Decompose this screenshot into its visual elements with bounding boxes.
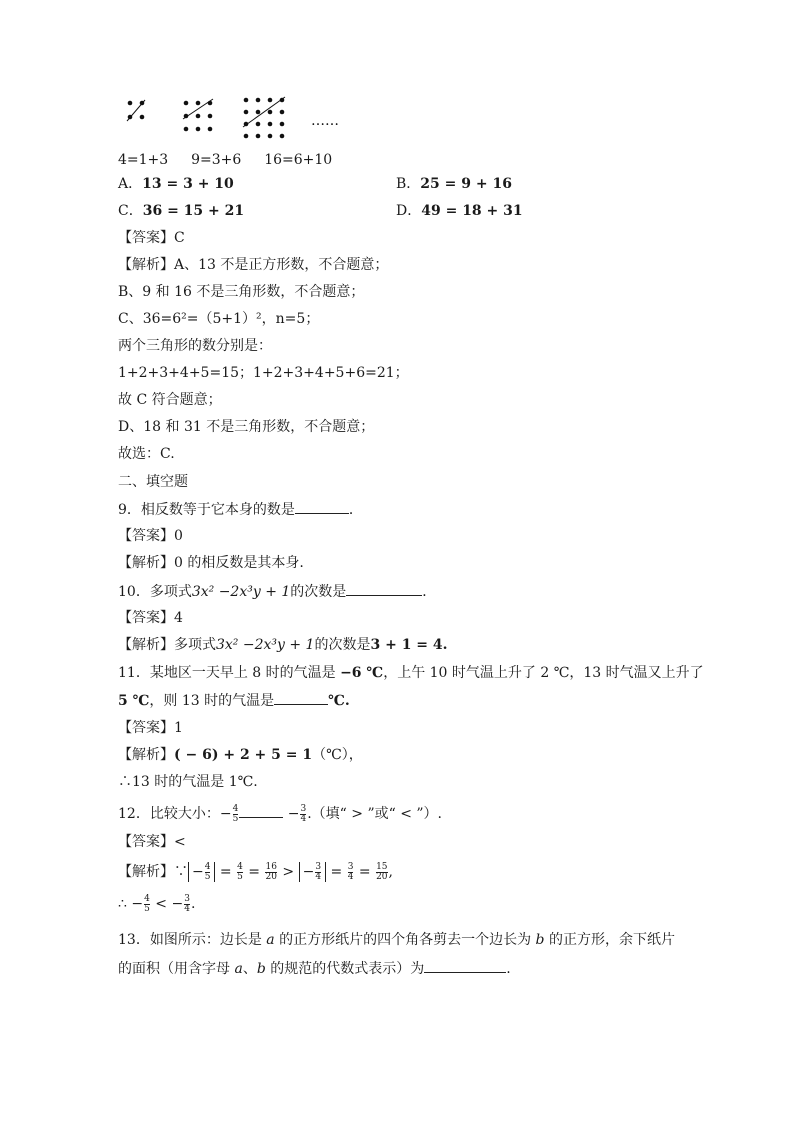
q11-answer-blank xyxy=(274,690,328,705)
q11-text: 11．某地区一天早上 8 时的气温是 xyxy=(118,665,341,681)
q12-conclusion: ∴ − $\frac{4}{5}$ < − $\frac{3}{4}$ . xyxy=(118,893,196,914)
q8-analysis-line: D、18 和 31 不是三角形数，不合题意； xyxy=(118,419,375,435)
q12-text: 12．比较大小： xyxy=(118,806,220,822)
q11-text: ，则 13 时的气温是 xyxy=(149,693,275,709)
q11-stem-line2 xyxy=(118,690,350,711)
option-b xyxy=(396,174,512,194)
abs-value: − $\frac{3}{4}$ xyxy=(299,862,326,882)
q13-text: 的面积（用含字母 xyxy=(118,961,235,977)
q8-analysis-line: 【解析】A、13 不是正方形数，不合题意； xyxy=(118,257,389,273)
option-b-letter: B． xyxy=(396,176,421,192)
q13-answer-blank xyxy=(424,958,506,973)
q8-analysis-line: C、36=6²=（5+1）²，n=5； xyxy=(118,311,320,327)
q10-stem-mid: 的次数是 xyxy=(290,584,347,600)
abs-value: − $\frac{4}{5}$ xyxy=(188,862,215,882)
q13-text: 的正方形纸片的四个角各剪去一个边长为 xyxy=(274,932,536,948)
therefore-symbol: ∴ xyxy=(118,896,127,912)
caption-9: 9=3+6 xyxy=(191,152,242,168)
q8-analysis-line: 故选：C. xyxy=(118,446,175,462)
q11-text: ，上午 10 时气温上升了 2 ℃，13 时气温又上升了 xyxy=(383,665,704,681)
q11-analysis-label: 【解析】 xyxy=(118,747,174,763)
q10-analysis-math: 3 + 1 = 4. xyxy=(370,637,448,653)
caption-16: 16=6+10 xyxy=(264,152,333,168)
var-a: a xyxy=(266,932,275,948)
q11-conclusion: ∴13 时的气温是 1℃. xyxy=(118,774,258,790)
q11-analysis-unit: （℃）， xyxy=(312,747,363,763)
q12-analysis-label: 【解析】∵ xyxy=(118,864,188,880)
dot-pattern-figure xyxy=(125,95,355,145)
q11-analysis xyxy=(118,745,363,765)
q10-stem-end: ． xyxy=(422,584,437,600)
q10-analysis-mid: 的次数是 xyxy=(314,637,371,653)
q12-analysis: 【解析】∵ − $\frac{4}{5}$ = $\frac{4}{5}$ = $\frac{16}{20}$ > − $\frac{3}{4}$ = $\frac{3}{4}$ = $\frac{15}{20}$ , xyxy=(118,861,393,882)
q9-stem xyxy=(118,499,363,520)
caption-4: 4=1+3 xyxy=(118,152,169,168)
q11-stem-line1 xyxy=(118,663,704,683)
q9-stem-end: ． xyxy=(348,502,363,518)
dot-group-4 xyxy=(127,100,145,121)
section-heading: 二、填空题 xyxy=(118,474,188,490)
fraction-4-5: $\frac{4}{5}$ xyxy=(232,803,239,824)
q8-analysis-line: 故 C 符合题意； xyxy=(118,392,222,408)
var-b: b xyxy=(535,932,545,948)
option-b-expr: 25 = 9 + 16 xyxy=(420,176,512,192)
q8-analysis-line: B、9 和 16 不是三角形数，不合题意； xyxy=(118,284,365,300)
dot-group-16 xyxy=(243,97,285,138)
q11-analysis-math: ( − 6) + 2 + 5 = 1 xyxy=(174,747,313,763)
option-a xyxy=(118,174,234,194)
q11-answer: 【答案】1 xyxy=(118,720,183,736)
q13-stem-line1 xyxy=(118,930,675,950)
option-c-letter: C． xyxy=(118,203,143,219)
q13-text: 、 xyxy=(242,961,257,977)
option-d-letter: D． xyxy=(396,203,422,219)
option-a-letter: A． xyxy=(118,176,143,192)
option-d xyxy=(396,201,523,221)
q10-analysis-polynomial: 3x² −2x³y + 1 xyxy=(216,637,315,653)
q10-stem-text: 10．多项式 xyxy=(118,584,192,600)
q13-text: 13．如图所示：边长是 xyxy=(118,932,267,948)
q8-analysis-line: 两个三角形的数分别是： xyxy=(118,338,272,354)
q9-analysis: 【解析】0 的相反数是其本身. xyxy=(118,555,304,571)
q9-answer-blank xyxy=(295,499,349,514)
q12-text-end: .（填“ > ”或“ < ”）. xyxy=(307,806,443,822)
q13-stem-line2 xyxy=(118,958,511,979)
figure-captions xyxy=(118,150,332,170)
var-b: b xyxy=(256,961,266,977)
q9-stem-text: 9．相反数等于它本身的数是 xyxy=(118,502,295,518)
q8-analysis-line: 1+2+3+4+5=15；1+2+3+4+5+6=21； xyxy=(118,365,409,381)
q10-answer-blank xyxy=(346,581,422,596)
q8-answer: 【答案】C xyxy=(118,230,185,246)
option-d-expr: 49 = 18 + 31 xyxy=(421,203,523,219)
option-a-expr: 13 = 3 + 10 xyxy=(142,176,234,192)
q10-polynomial: 3x² −2x³y + 1 xyxy=(191,584,291,600)
var-a: a xyxy=(234,961,243,977)
option-c xyxy=(118,201,244,221)
ellipsis: …… xyxy=(311,113,339,129)
q12-answer-blank xyxy=(239,803,283,818)
q13-text-end: . xyxy=(506,961,511,977)
option-c-expr: 36 = 15 + 21 xyxy=(142,203,245,219)
q13-text: 的正方形，余下纸片 xyxy=(544,932,675,948)
q12-answer: 【答案】< xyxy=(118,834,186,850)
q10-analysis-text: 【解析】多项式 xyxy=(118,637,216,653)
q11-unit: ℃. xyxy=(328,693,350,709)
dot-group-9 xyxy=(183,99,213,131)
q11-rise: 5 ℃ xyxy=(118,693,150,709)
q10-answer: 【答案】4 xyxy=(118,610,183,626)
q10-analysis xyxy=(118,635,448,655)
q13-text: 的规范的代数式表示）为 xyxy=(265,961,425,977)
fraction-3-4: $\frac{3}{4}$ xyxy=(300,803,307,824)
q10-stem xyxy=(118,581,436,602)
q11-temp: −6 ℃ xyxy=(340,665,384,681)
q12-stem: 12．比较大小：− $\frac{4}{5}$ − $\frac{3}{4}$ .（填“ > ”或“ < ”）. xyxy=(118,803,443,824)
q9-answer: 【答案】0 xyxy=(118,528,183,544)
